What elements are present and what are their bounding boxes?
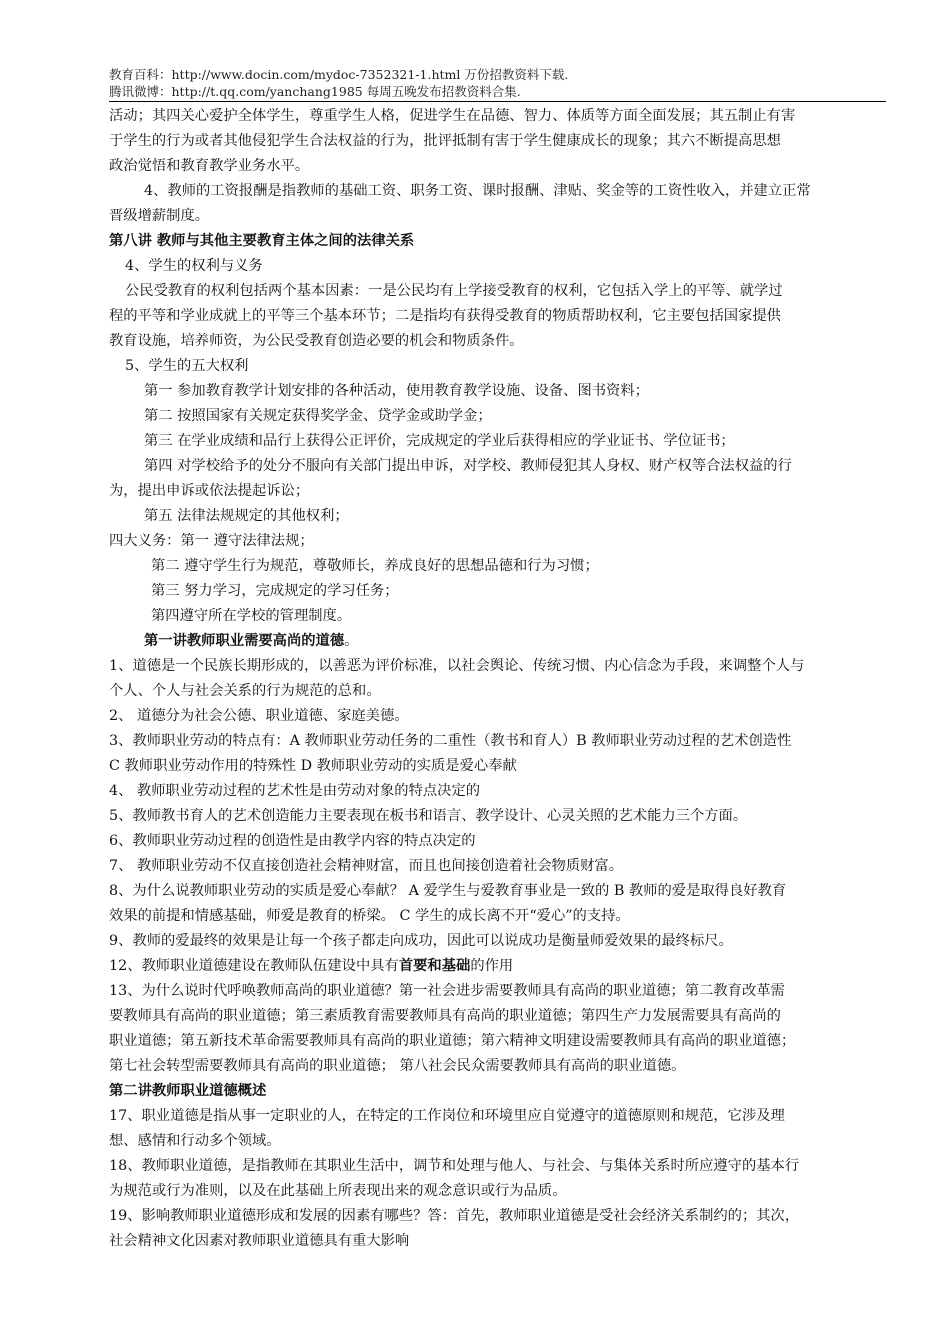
list-item: 第三 在学业成绩和品行上获得公正评价，完成规定的学业后获得相应的学业证书、学位证书； [144,433,735,449]
text-line: 公民受教育的权利包括两个基本因素：一是公民均有上学接受教育的权利，它包括入学上的平等、就学过 [125,283,783,299]
text-line: 6、教师职业劳动过程的创造性是由教学内容的特点决定的 [109,833,476,849]
list-item: 第一 参加教育教学计划安排的各种活动，使用教育教学设施、设备、图书资料； [144,383,649,399]
text-line: 要教师具有高尚的职业道德；第三素质教育需要教师具有高尚的职业道德；第四生产力发展需要具有高尚的 [109,1008,781,1024]
document-body [109,104,887,1254]
text-line: 9、教师的爱最终的效果是让每一个孩子都走向成功，因此可以说成功是衡量师爱效果的最终标尺。 [109,933,733,949]
subheading: 5、学生的五大权利 [125,358,249,374]
text-line: 想、感情和行动多个领域。 [109,1133,281,1149]
text-line: 17、职业道德是指从事一定职业的人，在特定的工作岗位和环境里应自觉遵守的道德原则和规范，它涉及理 [109,1108,785,1124]
header-line-docin: 教育百科：http://www.docin.com/mydoc-7352321-1.html 万份招教资料下载. [109,67,569,82]
text-line: 活动；其四关心爱护全体学生，尊重学生人格，促进学生在品德、智力、体质等方面全面发展；其五制止有害 [109,108,796,124]
text-line: 第七社会转型需要教师具有高尚的职业道德； 第八社会民众需要教师具有高尚的职业道德。 [109,1058,686,1074]
list-item: 第五 法律法规规定的其他权利； [144,508,349,524]
emphasis-text: 首要和基础 [398,958,471,974]
text-segment: 12、教师职业道德建设在教师队伍建设中具有 [109,958,399,974]
text-line: 为，提出申诉或依法提起诉讼； [109,483,310,499]
text-line: 7、 教师职业劳动不仅直接创造社会精神财富，而且也间接创造着社会物质财富。 [109,858,624,874]
text-line: 5、教师教书育人的艺术创造能力主要表现在板书和语言、教学设计、心灵关照的艺术能力三个方面。 [109,808,748,824]
header-rule [109,101,886,102]
text-line: 职业道德；第五新技术革命需要教师具有高尚的职业道德；第六精神文明建设需要教师具有高尚的职业道德； [109,1033,796,1049]
text-line: 18、教师职业道德，是指教师在其职业生活中，调节和处理与他人、与社会、与集体关系时所应遵守的基本行 [109,1158,800,1174]
text-line: 4、教师的工资报酬是指教师的基础工资、职务工资、课时报酬、津贴、奖金等的工资性收入，并建立正常 [144,183,811,199]
heading-period: 。 [344,633,359,649]
text-line: 程的平等和学业成就上的平等三个基本环节；二是指均有获得受教育的物质帮助权利，它主要包括国家提供 [109,308,781,324]
page-header [109,66,884,100]
text-line: 政治觉悟和教育教学业务水平。 [109,158,310,174]
section-heading: 第二讲教师职业道德概述 [109,1083,267,1099]
text-line: C 教师职业劳动作用的特殊性 D 教师职业劳动的实质是爱心奉献 [109,758,517,774]
text-line: 为规范或行为准则，以及在此基础上所表现出来的观念意识或行为品质。 [109,1183,567,1199]
list-item: 第四遵守所在学校的管理制度。 [151,608,352,624]
text-line: 教育设施，培养师资，为公民受教育创造必要的机会和物质条件。 [109,333,524,349]
header-line-weibo: 腾讯微博：http://t.qq.com/yanchang1985 每周五晚发布招教资料合集. [109,84,521,99]
text-segment: 的作用 [470,958,514,974]
list-item: 第二 遵守学生行为规范，尊敬师长，养成良好的思想品德和行为习惯； [151,558,599,574]
text-line: 19、影响教师职业道德形成和发展的因素有哪些？答：首先，教师职业道德是受社会经济关系制约的；其次， [109,1208,800,1224]
text-line: 3、教师职业劳动的特点有：A 教师职业劳动任务的二重性（教书和育人）B 教师职业劳动过程的艺术创造性 [109,733,792,749]
text-line [109,954,887,979]
text-line: 1、道德是一个民族长期形成的，以善恶为评价标准，以社会舆论、传统习惯、内心信念为手段，来调整个人与 [109,658,805,674]
text-line: 效果的前提和情感基础，师爱是教育的桥梁。 C 学生的成长离不开“爱心”的支持。 [109,908,630,924]
section-heading: 第八讲 教师与其他主要教育主体之间的法律关系 [109,233,415,249]
list-item: 第二 按照国家有关规定获得奖学金、贷学金或助学金； [144,408,492,424]
text-line: 4、 教师职业劳动过程的艺术性是由劳动对象的特点决定的 [109,783,481,799]
list-item: 第三 努力学习，完成规定的学习任务； [151,583,399,599]
text-line: 晋级增薪制度。 [109,208,210,224]
lecture-heading [109,629,887,654]
lecture-heading-text: 第一讲教师职业需要高尚的道德 [144,633,345,649]
text-line: 四大义务：第一 遵守法律法规； [109,533,314,549]
text-line: 13、为什么说时代呼唤教师高尚的职业道德？第一社会进步需要教师具有高尚的职业道德；第二教育改革需 [109,983,785,999]
text-line: 社会精神文化因素对教师职业道德具有重大影响 [109,1233,410,1249]
text-line: 8、为什么说教师职业劳动的实质是爱心奉献？ A 爱学生与爱教育事业是一致的 B 教师的爱是取得良好教育 [109,883,787,899]
text-line: 个人、个人与社会关系的行为规范的总和。 [109,683,381,699]
text-line: 2、 道德分为社会公德、职业道德、家庭美德。 [109,708,409,724]
subheading: 4、学生的权利与义务 [125,258,263,274]
text-line: 于学生的行为或者其他侵犯学生合法权益的行为，批评抵制有害于学生健康成长的现象；其六不断提高思想 [109,133,781,149]
list-item: 第四 对学校给予的处分不服向有关部门提出申诉，对学校、教师侵犯其人身权、财产权等合法权益的行 [144,458,792,474]
